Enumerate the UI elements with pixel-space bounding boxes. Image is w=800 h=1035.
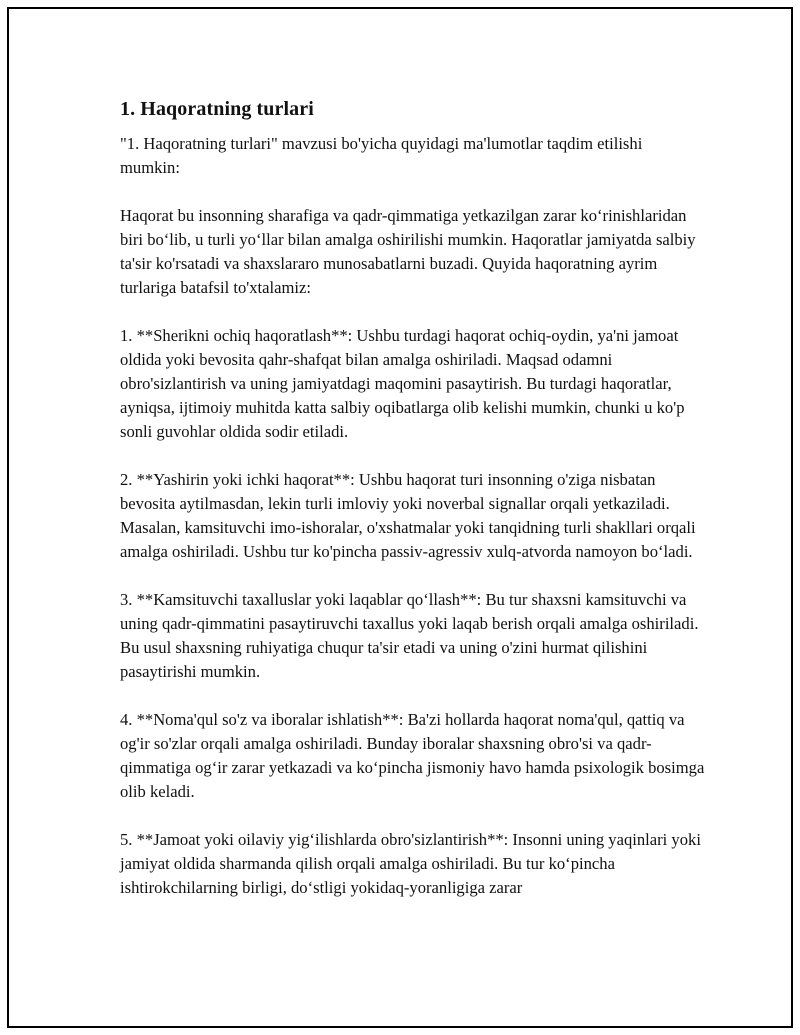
intro-paragraph: "1. Haqoratning turlari" mavzusi bo'yicha quyidagi ma'lumotlar taqdim etilishi mumkin:: [120, 134, 643, 177]
document-title: 1. Haqoratning turlari: [120, 98, 314, 120]
list-item-3: 3. **Kamsituvchi taxalluslar yoki laqablar qoʻllash**: Bu tur shaxsni kamsituvchi va uning qadr-qimmatini pasaytiruvchi taxallus yoki laqab berish orqali amalga oshiriladi. Bu usul shaxsning ruhiyatiga chuqur ta'sir etadi va uning o'zini hurmat qilishini pasaytirishi mumkin.: [120, 590, 699, 681]
document-body: [120, 97, 705, 924]
list-item-4: 4. **Noma'qul so'z va iboralar ishlatish**: Ba'zi hollarda haqorat noma'qul, qattiq va og'ir so'zlar orqali amalga oshiriladi. Bunday iboralar shaxsning obro'si va qadr-qimmatiga ogʻir zarar yetkazadi va koʻpincha jismoniy havo hamda psixologik bosimga olib keladi.: [120, 710, 705, 801]
list-item-1: 1. **Sherikni ochiq haqoratlash**: Ushbu turdagi haqorat ochiq-oydin, ya'ni jamoat oldida yoki bevosita qahr-shafqat bilan amalga oshiriladi. Maqsad odamni obro'sizlantirish va uning jamiyatdagi maqomini pasaytirish. Bu turdagi haqoratlar, ayniqsa, ijtimoiy muhitda katta salbiy oqibatlarga olib kelishi mumkin, chunki u ko'p sonli guvohlar oldida sodir etiladi.: [120, 326, 685, 441]
list-item-5: 5. **Jamoat yoki oilaviy yigʻilishlarda obro'sizlantirish**: Insonni uning yaqinlari yoki jamiyat oldida sharmanda qilish orqali amalga oshiriladi. Bu tur koʻpincha ishtirokchilarning birligi, doʻstligi yokidaq-yoranligiga zarar: [120, 830, 701, 897]
page-frame: [7, 7, 793, 1028]
list-item-2: 2. **Yashirin yoki ichki haqorat**: Ushbu haqorat turi insonning o'ziga nisbatan bevosita aytilmasdan, lekin turli imloviy yoki noverbal signallar orqali yetkaziladi. Masalan, kamsituvchi imo-ishoralar, o'xshatmalar yoki tanqidning turli shakllari orqali amalga oshiriladi. Ushbu tur ko'pincha passiv-agressiv xulq-atvorda namoyon boʻladi.: [120, 470, 696, 561]
definition-paragraph: Haqorat bu insonning sharafiga va qadr-qimmatiga yetkazilgan zarar koʻrinishlaridan biri boʻlib, u turli yoʻllar bilan amalga oshirilishi mumkin. Haqoratlar jamiyatda salbiy ta'sir ko'rsatadi va shaxslararo munosabatlarni buzadi. Quyida haqoratning ayrim turlariga batafsil to'xtalamiz:: [120, 206, 696, 297]
